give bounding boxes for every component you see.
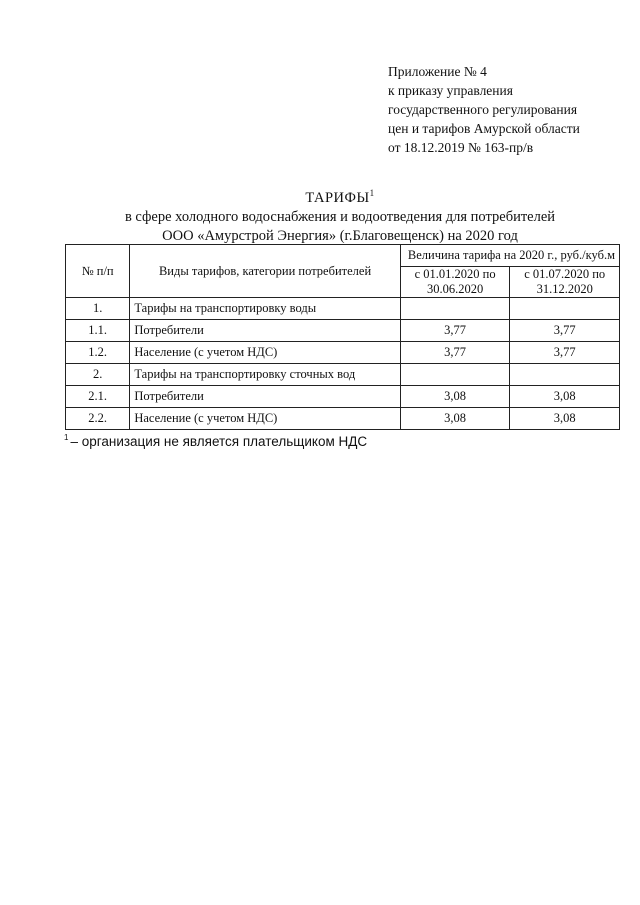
table-row [66,342,620,364]
row-num: 2. [66,364,130,386]
document-title [60,184,620,246]
row-name: Тарифы на транспортировку сточных вод [130,364,400,386]
table-row [66,386,620,408]
table-row [66,298,620,320]
row-value-2: 3,08 [510,408,620,430]
row-value-2: 3,08 [510,386,620,408]
row-num: 2.2. [66,408,130,430]
row-value-1: 3,08 [400,408,510,430]
row-value-1 [400,298,510,320]
appendix-reference [388,62,580,157]
title-footnote-mark: 1 [369,188,375,198]
row-value-1 [400,364,510,386]
row-num: 1.1. [66,320,130,342]
title-heading [60,184,620,208]
header-period-1: с 01.01.2020 по 30.06.2020 [400,267,510,298]
header-name: Виды тарифов, категории потребителей [130,245,400,298]
header-num: № п/п [66,245,130,298]
row-num: 2.1. [66,386,130,408]
row-value-1: 3,77 [400,320,510,342]
appendix-line: государственного регулирования [388,102,578,117]
footnote-text: – организация не является плательщиком НДС [70,434,368,449]
title-subtitle: в сфере холодного водоснабжения и водоотведения для потребителей [124,209,556,225]
table-row [66,320,620,342]
appendix-line: Приложение № 4 [388,64,487,79]
row-value-1: 3,08 [400,386,510,408]
table-row [66,364,620,386]
header-period-2: с 01.07.2020 по 31.12.2020 [510,267,620,298]
row-name: Потребители [130,386,400,408]
appendix-line: к приказу управления [388,83,513,98]
table-row [66,408,620,430]
row-num: 1. [66,298,130,320]
row-value-2: 3,77 [510,342,620,364]
tariff-table [65,244,620,430]
appendix-line: цен и тарифов Амурской области [388,121,580,136]
title-organization: ООО «Амурстрой Энергия» (г.Благовещенск) на 2020 год [162,228,518,244]
footnote-mark: 1 [64,433,69,442]
row-name: Население (с учетом НДС) [130,342,400,364]
title-heading-text: ТАРИФЫ [305,190,370,206]
header-tariff-value: Величина тарифа на 2020 г., руб./куб.м [400,245,619,267]
appendix-line: от 18.12.2019 № 163-пр/в [388,140,534,155]
row-name: Тарифы на транспортировку воды [130,298,400,320]
row-name: Потребители [130,320,400,342]
row-value-1: 3,77 [400,342,510,364]
footnote [64,433,367,449]
row-value-2 [510,298,620,320]
row-name: Население (с учетом НДС) [130,408,400,430]
row-num: 1.2. [66,342,130,364]
table-header-row [66,245,620,267]
row-value-2: 3,77 [510,320,620,342]
row-value-2 [510,364,620,386]
